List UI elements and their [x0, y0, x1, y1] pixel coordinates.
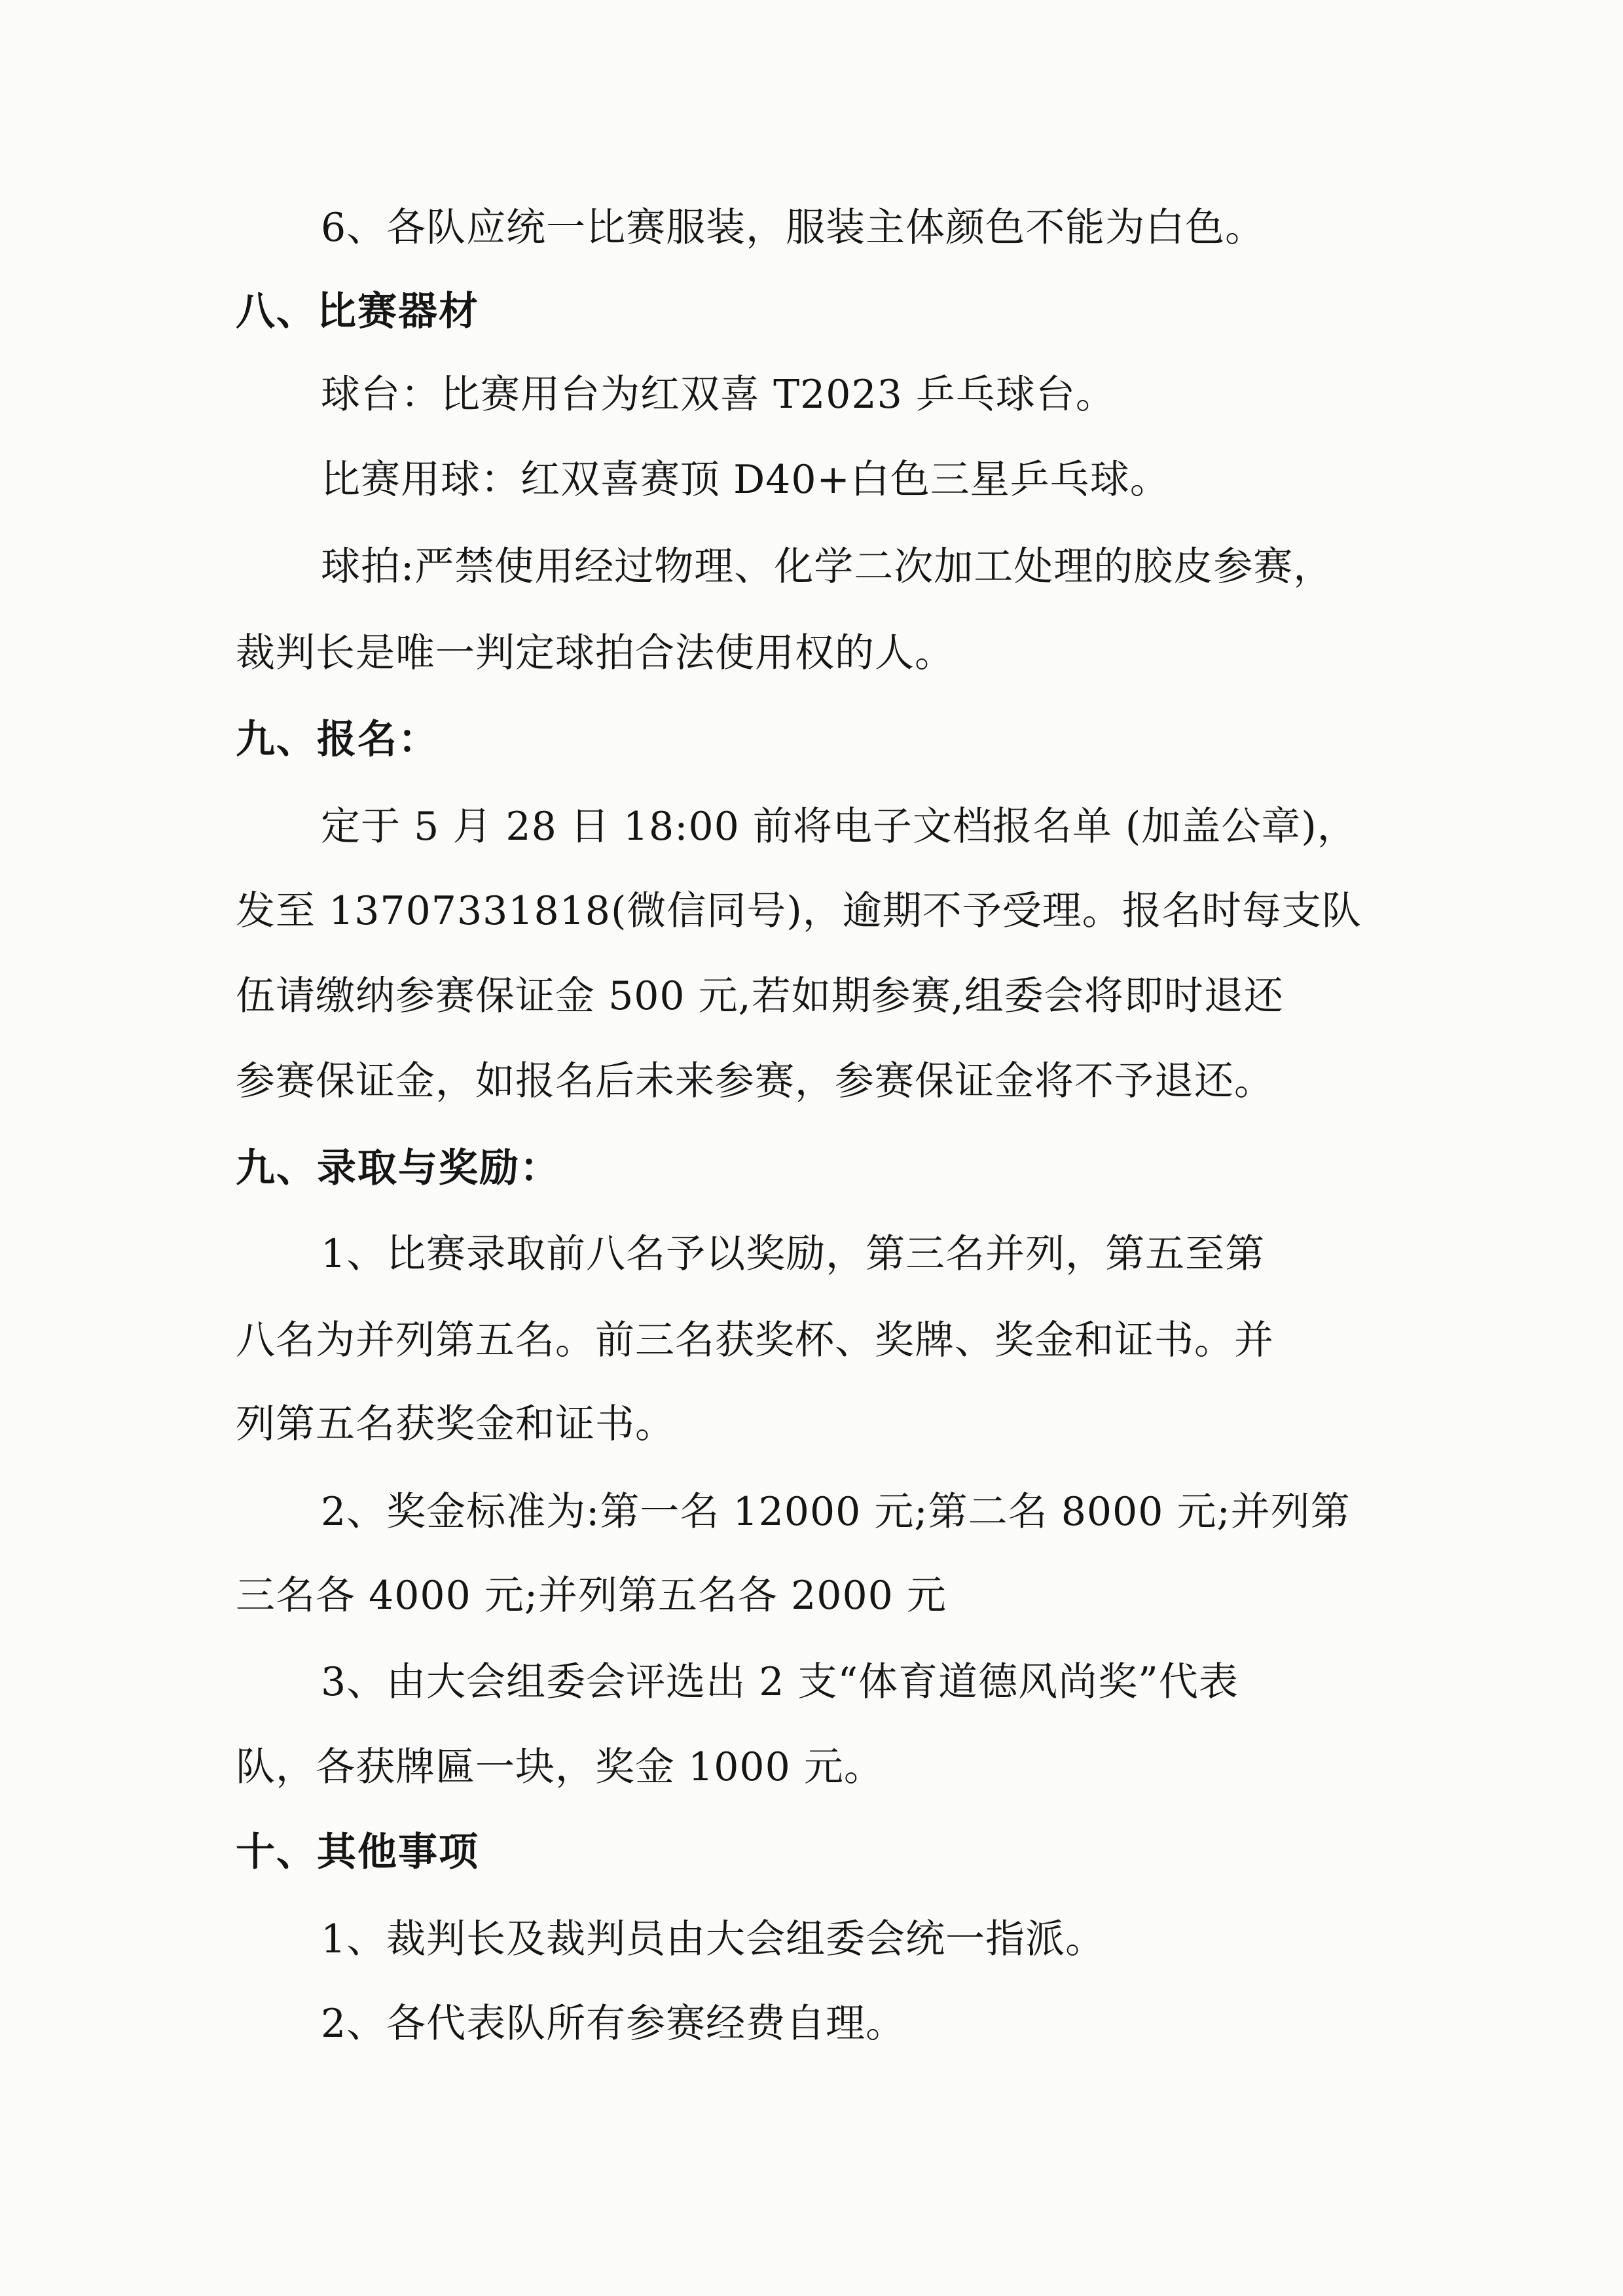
- text-line-prize-1: 2、奖金标准为:第一名 12000 元;第二名 8000 元;并列第: [321, 1489, 1351, 1535]
- text-line-prize-2: 三名各 4000 元;并列第五名各 2000 元: [236, 1573, 947, 1619]
- text-line-registration-4: 参赛保证金，如报名后未来参赛，参赛保证金将不予退还。: [236, 1058, 1274, 1104]
- text-line-awards-1: 1、比赛录取前八名予以奖励，第三名并列，第五至第: [321, 1231, 1266, 1277]
- text-line-table: 球台：比赛用台为红双喜 T2023 乒乓球台。: [321, 372, 1116, 418]
- text-line-sportsmanship-1: 3、由大会组委会评选出 2 支“体育道德风尚奖”代表: [321, 1659, 1239, 1705]
- text-line-awards-2: 八名为并列第五名。前三名获奖杯、奖牌、奖金和证书。并: [236, 1318, 1274, 1363]
- text-line-referees: 1、裁判长及裁判员由大会组委会统一指派。: [321, 1916, 1106, 1962]
- text-line-awards-3: 列第五名获奖金和证书。: [236, 1401, 675, 1447]
- text-line-registration-3: 伍请缴纳参赛保证金 500 元,若如期参赛,组委会将即时退还: [236, 973, 1284, 1019]
- text-line-racket: 球拍:严禁使用经过物理、化学二次加工处理的胶皮参赛，: [321, 544, 1334, 590]
- section-heading-registration: 九、报名：: [236, 717, 439, 762]
- text-line-ball: 比赛用球：红双喜赛顶 D40+白色三星乒乓球。: [321, 457, 1170, 503]
- section-heading-awards: 九、录取与奖励：: [236, 1145, 560, 1191]
- text-line-sportsmanship-2: 队，各获牌匾一块，奖金 1000 元。: [236, 1744, 884, 1790]
- text-line-uniform-clause: 6、各队应统一比赛服装，服装主体颜色不能为白色。: [321, 205, 1266, 251]
- section-heading-other: 十、其他事项: [236, 1829, 479, 1875]
- section-heading-equipment: 八、比赛器材: [236, 289, 479, 334]
- text-line-racket-cont: 裁判长是唯一判定球拍合法使用权的人。: [236, 630, 955, 676]
- text-line-registration-1: 定于 5 月 28 日 18:00 前将电子文档报名单 (加盖公章)，: [321, 804, 1357, 850]
- text-line-registration-2: 发至 13707331818(微信同号)，逾期不予受理。报名时每支队: [236, 888, 1362, 934]
- text-line-expenses: 2、各代表队所有参赛经费自理。: [321, 2001, 906, 2047]
